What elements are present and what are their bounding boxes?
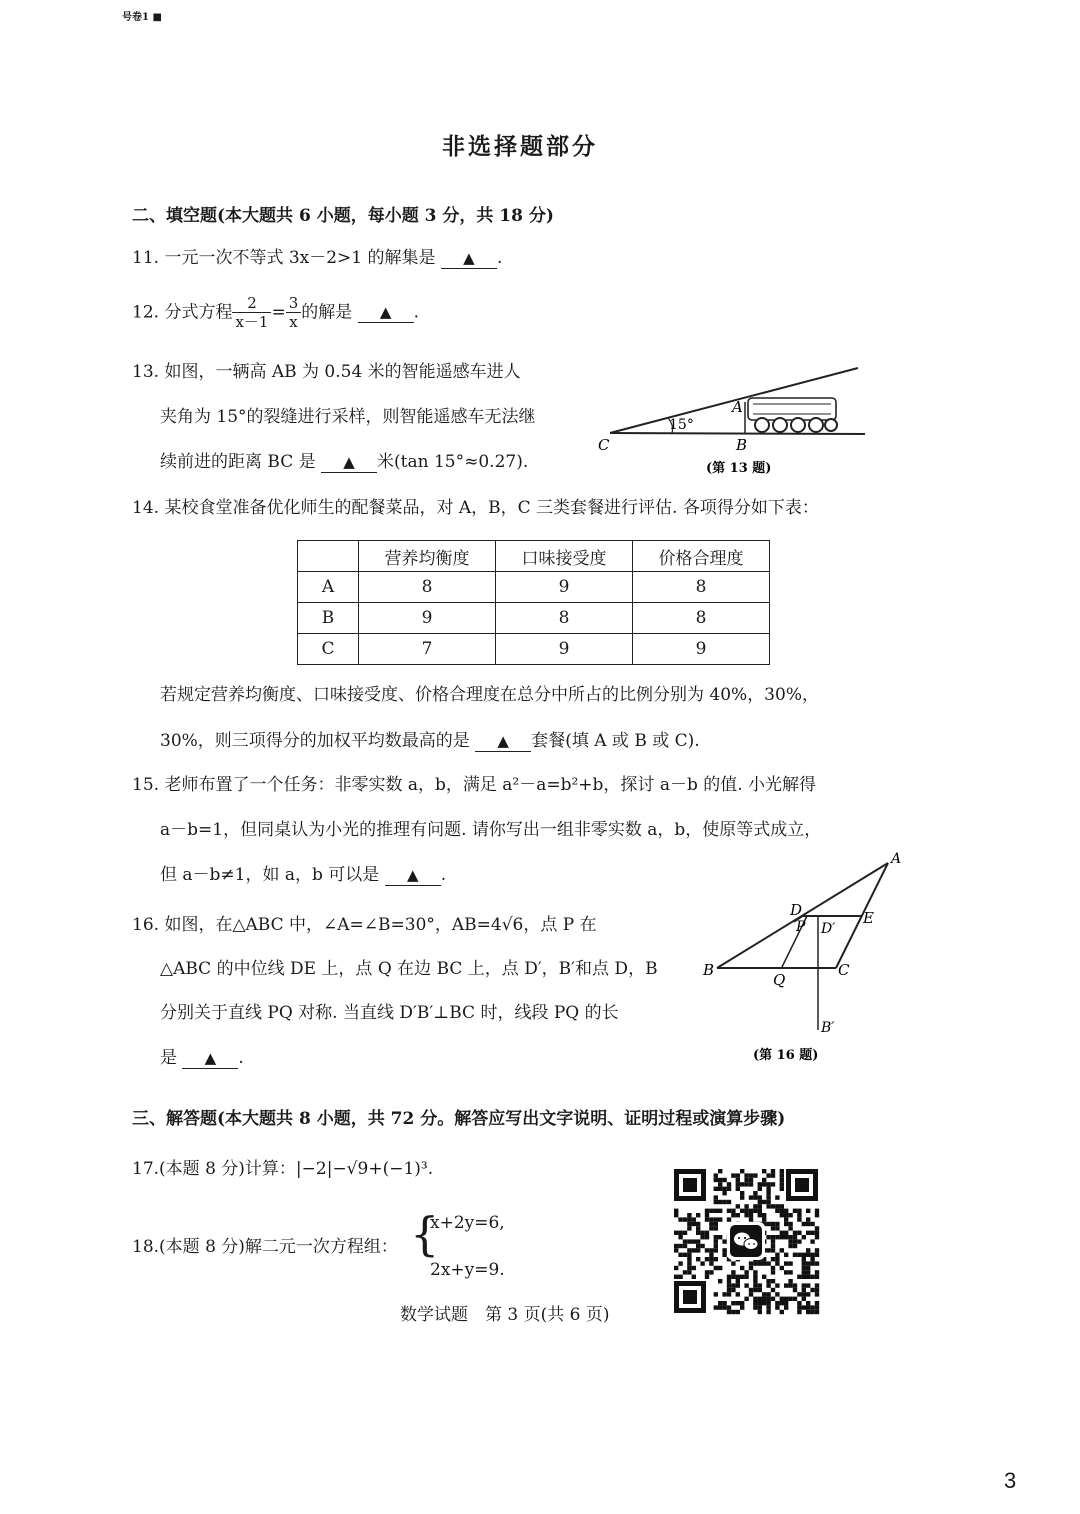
page-footer: 数学试题 第 3 页(共 6 页) — [400, 1305, 610, 1325]
fraction-1: $\frac{2}{x-1}$ — [232, 294, 271, 331]
figure-13-caption: (第 13 题) — [706, 461, 772, 476]
fraction-2: $\frac{3}{x}$ — [286, 294, 302, 331]
q18-equation-1: x+2y=6, — [430, 1213, 505, 1233]
section-2-heading: 二、填空题(本大题共 6 小题，每小题 3 分，共 18 分) — [132, 206, 554, 226]
table-cell: 9 — [359, 603, 496, 634]
answer-blank: ▲ — [182, 1048, 238, 1069]
table-cell: C — [298, 634, 359, 665]
label-C: C — [598, 436, 610, 454]
answer-blank: ▲ — [475, 731, 531, 752]
figure-16-triangle-diagram — [695, 845, 910, 1070]
table-cell: 9 — [496, 634, 633, 665]
q15-line2: a－b=1，但同桌认为小光的推理有问题. 请你写出一组非零实数 a，b，使原等式成立， — [160, 820, 822, 840]
question-12: 12. 分式方程 $\frac{2}{x-1}$ = $\frac{3}{x}$ 的解是 ▲ . — [132, 294, 420, 331]
page-title: 非选择题部分 — [442, 133, 598, 160]
question-11: 11. 一元一次不等式 3x－2>1 的解集是 ▲ . — [132, 248, 503, 268]
label-B: B — [703, 961, 715, 979]
question-18: 18.(本题 8 分)解二元一次方程组： — [132, 1237, 398, 1257]
q13-line3: 续前进的距离 BC 是 ▲ 米(tan 15°≈0.27). — [160, 452, 529, 472]
label-B: B — [736, 436, 748, 454]
table-row — [298, 572, 770, 603]
q13-line1: 13. 如图，一辆高 AB 为 0.54 米的智能遥感车进人 — [132, 362, 521, 382]
q16-line3: 分别关于直线 PQ 对称. 当直线 D′B′⊥BC 时，线段 PQ 的长 — [160, 1003, 619, 1023]
label-A: A — [891, 851, 902, 867]
page-number: 3 — [1004, 1468, 1017, 1493]
label-E: E — [863, 909, 874, 927]
table-header-cell: 口味接受度 — [496, 541, 633, 572]
table-header-cell: 价格合理度 — [633, 541, 770, 572]
answer-blank: ▲ — [385, 865, 441, 886]
table-cell: A — [298, 572, 359, 603]
equation-brace: { — [410, 1207, 440, 1261]
table-cell: 7 — [359, 634, 496, 665]
table-row — [298, 603, 770, 634]
table-header-row — [298, 541, 770, 572]
table-cell: 8 — [633, 603, 770, 634]
score-table — [297, 540, 770, 665]
qr-code[interactable] — [671, 1166, 821, 1316]
q18-equation-2: 2x+y=9. — [430, 1260, 505, 1280]
q16-line2: △ABC 的中位线 DE 上，点 Q 在边 BC 上，点 D′，B′和点 D，B — [160, 959, 658, 979]
q15-line1: 15. 老师布置了一个任务：非零实数 a，b，满足 a²－a=b²+b，探讨 a－b 的值. 小光解得 — [132, 775, 817, 795]
answer-blank: ▲ — [441, 248, 497, 269]
table-cell: 8 — [496, 603, 633, 634]
answer-blank: ▲ — [358, 302, 414, 323]
label-P: P — [796, 919, 806, 935]
table-cell: 9 — [633, 634, 770, 665]
label-C: C — [838, 961, 850, 979]
label-B-prime: B′ — [821, 1020, 835, 1036]
table-cell: 8 — [633, 572, 770, 603]
table-row — [298, 634, 770, 665]
q14-line2: 若规定营养均衡度、口味接受度、价格合理度在总分中所占的比例分别为 40%，30%， — [160, 685, 819, 705]
q14-line3: 30%，则三项得分的加权平均数最高的是 ▲ 套餐(填 A 或 B 或 C). — [160, 731, 700, 751]
q15-line3: 但 a－b≠1，如 a，b 可以是 ▲ . — [160, 865, 447, 885]
table-cell: 9 — [496, 572, 633, 603]
q13-line2: 夹角为 15°的裂缝进行采样，则智能遥感车无法继 — [160, 407, 536, 427]
q16-line1: 16. 如图，在△ABC 中，∠A=∠B=30°，AB=4√6，点 P 在 — [132, 915, 597, 935]
q14-intro: 14. 某校食堂准备优化师生的配餐菜品，对 A，B，C 三类套餐进行评估. 各项得分如下表： — [132, 498, 819, 518]
figure-16-caption: (第 16 题) — [753, 1048, 819, 1063]
table-cell: B — [298, 603, 359, 634]
answer-blank: ▲ — [321, 452, 377, 473]
table-header-cell — [298, 541, 359, 572]
section-3-heading: 三、解答题(本大题共 8 小题，共 72 分。解答应写出文字说明、证明过程或演算步骤) — [132, 1109, 786, 1129]
table-cell: 8 — [359, 572, 496, 603]
q11-text: 11. 一元一次不等式 3x－2>1 的解集是 — [132, 248, 436, 268]
figure-13-crack-diagram — [590, 362, 880, 480]
label-D-prime: D′ — [821, 921, 836, 937]
corner-mark: 号卷1 ■ — [122, 12, 162, 23]
table-header-cell: 营养均衡度 — [359, 541, 496, 572]
q16-line4: 是 ▲ . — [160, 1048, 244, 1068]
label-D: D — [790, 901, 803, 919]
angle-label: 15° — [669, 417, 694, 433]
rover-icon — [748, 398, 837, 432]
label-A: A — [732, 398, 743, 416]
question-17: 17.(本题 8 分)计算：|−2|−√9+(−1)³. — [132, 1159, 434, 1179]
label-Q: Q — [773, 971, 786, 989]
